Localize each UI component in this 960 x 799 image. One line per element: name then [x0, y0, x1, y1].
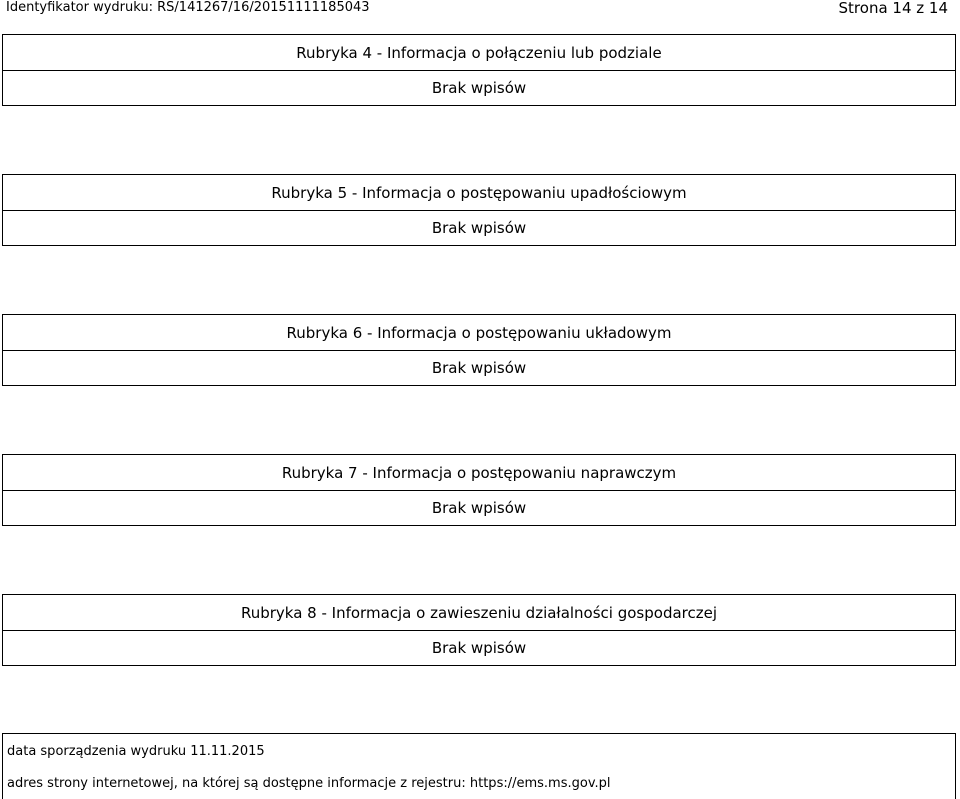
- section-content: Brak wpisów: [431, 79, 527, 97]
- section-rubryka-8: [2, 594, 956, 666]
- print-identifier: Identyfikator wydruku: RS/141267/16/20151111185043: [6, 0, 370, 15]
- print-date: data sporządzenia wydruku 11.11.2015: [7, 744, 265, 759]
- section-title: Rubryka 5 - Informacja o postępowaniu upadłościowym: [3, 175, 955, 211]
- section-content: Brak wpisów: [431, 359, 527, 377]
- page-number: Strona 14 z 14: [838, 0, 948, 17]
- section-rubryka-5: [2, 174, 956, 246]
- section-content: Brak wpisów: [431, 219, 527, 237]
- section-rubryka-6: [2, 314, 956, 386]
- section-rubryka-4: [2, 34, 956, 106]
- registry-address: adres strony internetowej, na której są dostępne informacje z rejestru: https://ems.ms.gov.pl: [7, 776, 611, 791]
- footer: [2, 733, 956, 799]
- section-title: Rubryka 4 - Informacja o połączeniu lub podziale: [3, 35, 955, 71]
- section-title: Rubryka 7 - Informacja o postępowaniu naprawczym: [3, 455, 955, 491]
- section-title: Rubryka 6 - Informacja o postępowaniu układowym: [3, 315, 955, 351]
- section-rubryka-7: [2, 454, 956, 526]
- section-content: Brak wpisów: [431, 499, 527, 517]
- section-content: Brak wpisów: [431, 639, 527, 657]
- section-title: Rubryka 8 - Informacja o zawieszeniu działalności gospodarczej: [3, 595, 955, 631]
